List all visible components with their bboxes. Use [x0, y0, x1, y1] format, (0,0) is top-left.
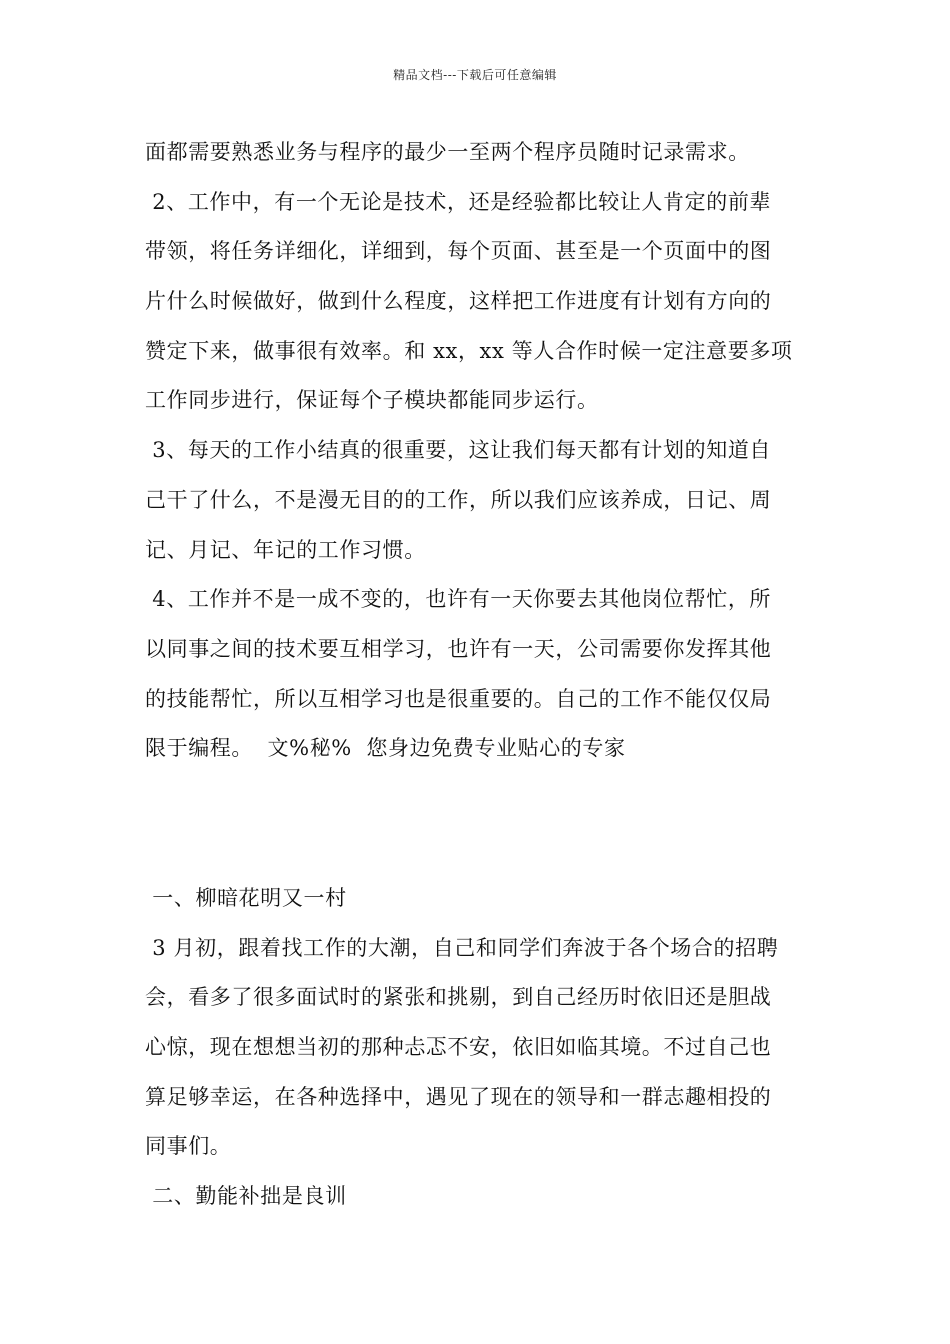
text-line: 2、工作中，有一个无论是技术，还是经验都比较让人肯定的前辈 [145, 189, 772, 214]
text-line: 3 月初，跟着找工作的大潮，自己和同学们奔波于各个场合的招聘 [145, 935, 779, 960]
text-line: 片什么时候做好，做到什么程度，这样把工作进度有计划有方向的 [145, 289, 772, 314]
text-line: 己干了什么，不是漫无目的的工作，所以我们应该养成，日记、周 [145, 487, 772, 512]
section-heading-2: 二、勤能补拙是良训 [145, 1184, 347, 1209]
text-line: 赞定下来，做事很有效率。和 xx，xx 等人合作时候一定注意要多项 [145, 338, 793, 363]
text-line: 带领，将任务详细化，详细到，每个页面、甚至是一个页面中的图 [145, 239, 772, 264]
text-line: 同事们。 [145, 1134, 232, 1159]
text-line: 4、工作并不是一成不变的，也许有一天你要去其他岗位帮忙，所 [145, 587, 772, 612]
text-line: 面都需要熟悉业务与程序的最少一至两个程序员随时记录需求。 [145, 140, 750, 164]
text-line: 会，看多了很多面试时的紧张和挑剔，到自己经历时依旧还是胆战 [145, 985, 772, 1010]
text-line: 记、月记、年记的工作习惯。 [145, 537, 426, 562]
text-line: 心惊，现在想想当初的那种忐忑不安，依旧如临其境。不过自己也 [145, 1035, 772, 1059]
text-line: 工作同步进行，保证每个子模块都能同步运行。 [145, 388, 599, 413]
page-header: 精品文档---下载后可任意编辑 [393, 68, 557, 82]
text-line: 的技能帮忙，所以互相学习也是很重要的。自己的工作不能仅仅局 [145, 686, 772, 711]
paragraph-block-1 [145, 128, 815, 774]
document-body [145, 128, 815, 1222]
text-line: 限于编程。 文%秘% 您身边免费专业贴心的专家 [145, 736, 626, 761]
paragraph-block-2 [145, 874, 815, 1222]
text-line: 3、每天的工作小结真的很重要，这让我们每天都有计划的知道自 [145, 438, 772, 463]
section-heading-1: 一、柳暗花明又一村 [145, 885, 347, 910]
section-gap [145, 774, 815, 874]
text-line: 以同事之间的技术要互相学习，也许有一天，公司需要你发挥其他 [145, 636, 772, 661]
text-line: 算足够幸运，在各种选择中，遇见了现在的领导和一群志趣相投的 [145, 1084, 772, 1109]
